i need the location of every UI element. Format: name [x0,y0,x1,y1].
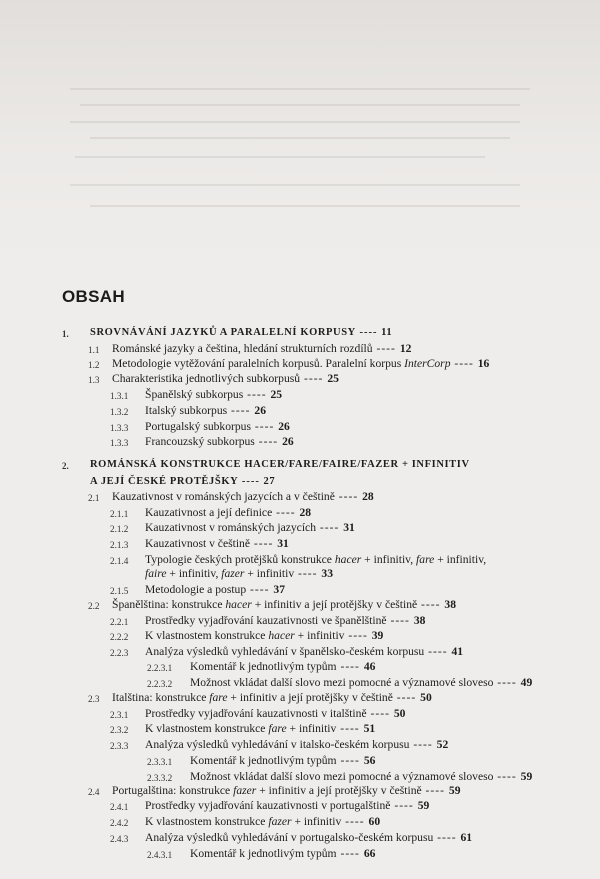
toc-entry-number: 1.3.3 [110,423,129,433]
toc-entry-page: 50 [393,707,406,720]
toc-entry-number: 1.3 [88,375,100,385]
toc-entry-title: Charakteristika jednotlivých subkorpusů ---- 25 [112,372,339,385]
toc-entry-title: Komentář k jednotlivým typům ---- 66 [190,847,376,860]
toc-entry-number: 2.3 [88,694,100,704]
bleed-line [90,137,510,139]
toc-entry-number: 2.1.1 [110,509,129,519]
toc-entry-title: Komentář k jednotlivým typům ---- 56 [190,754,376,767]
toc-entry-page: 37 [273,583,285,596]
toc-entry-page: 49 [520,676,533,689]
toc-entry-number: 2.1.4 [110,556,129,566]
toc-entry-number: 2.1.5 [110,586,129,596]
toc-entry-title: Kauzativnost a její definice ---- 28 [145,506,312,519]
toc-entry-title: Možnost vkládat další slovo mezi pomocné a významové sloveso ---- 49 [190,676,533,689]
toc-entry-number: 2.4.2 [110,818,129,828]
toc-entry-title: K vlastnostem konstrukce hacer + infinitiv ---- 39 [145,629,384,642]
toc-entry-page: 27 [263,476,276,487]
toc-entry-page: 46 [363,660,376,673]
toc-entry-title: Prostředky vyjadřování kauzativnosti v italštině ---- 50 [145,707,406,720]
toc-entry-page: 50 [420,691,432,704]
toc-entry-page: 16 [477,357,490,370]
toc-entry-page: 31 [277,537,289,550]
toc-entry-title: Portugalský subkorpus ---- 26 [145,420,290,433]
toc-entry-page: 51 [363,722,376,735]
toc-entry-number: 2.3.2 [110,725,129,735]
toc-entry-number: 2.2.3 [110,648,129,658]
toc-entry-title: Analýza výsledků vyhledávání v portugalsko-českém korpusu ---- 61 [145,831,473,844]
toc-entry-title: Kauzativnost v románských jazycích a v češtině ---- 28 [112,490,374,503]
toc-entry-title: SROVNÁVÁNÍ JAZYKŮ A PARALELNÍ KORPUSY ---- 11 [90,327,393,338]
bleed-line [70,121,520,123]
page-title: OBSAH [62,287,125,306]
toc-entry-page: 61 [460,831,473,844]
toc-entry-page: 26 [254,404,266,417]
toc-entry-number: 2.3.1 [110,710,129,720]
toc-entry-number: 2.3.3.1 [147,757,173,767]
toc-entry-title: Kauzativnost v češtině ---- 31 [145,537,289,550]
toc-entry-page: 33 [321,567,333,580]
toc-entry-page: 25 [327,372,339,385]
toc-entry-title: Prostředky vyjadřování kauzativnosti ve španělštině ---- 38 [145,614,426,627]
toc-entry-title: Metodologie vytěžování paralelních korpusů. Paralelní korpus InterCorp ---- 16 [112,357,490,370]
toc-entry-page: 66 [363,847,376,860]
bleed-line [70,88,530,90]
toc-entry-number: 2. [62,461,69,471]
toc-entry-number: 2.2.2 [110,632,129,642]
toc-entry-title: Analýza výsledků vyhledávání v španělsko-českém korpusu ---- 41 [145,645,464,658]
toc-entry-page: 11 [381,327,393,338]
toc-entry-number: 2.1 [88,493,100,503]
toc-entry-title: Italský subkorpus ---- 26 [145,404,266,417]
toc-entry-number: 2.1.2 [110,524,129,534]
toc-entry-number: 2.4.3.1 [147,850,173,860]
toc-entry-page: 60 [368,815,381,828]
toc-entry-title: Románské jazyky a čeština, hledání strukturních rozdílů ---- 12 [112,342,412,355]
toc-entry-number: 2.4.1 [110,802,129,812]
toc-entry-title: Portugalština: konstrukce fazer + infinitiv a její protějšky v češtině ---- 59 [112,784,461,797]
toc-entry-page: 59 [448,784,461,797]
toc-entry-title: Možnost vkládat další slovo mezi pomocné a významové sloveso ---- 59 [190,770,533,783]
toc-entry-number: 2.2 [88,601,100,611]
toc-entry-page: 28 [362,490,374,503]
toc-entry-title: Komentář k jednotlivým typům ---- 46 [190,660,376,673]
toc-entry-number: 2.2.3.1 [147,663,173,673]
toc-entry-page: 12 [399,342,412,355]
toc-entry-title: Metodologie a postup ---- 37 [145,583,285,596]
toc-entry-title: K vlastnostem konstrukce fare + infinitiv ---- 51 [145,722,376,735]
toc-entry-number: 2.4.3 [110,834,129,844]
toc-entry-title: Typologie českých protějšků konstrukce hacer + infinitiv, fare + infinitiv, [145,553,487,566]
toc-entry-page: 25 [270,388,283,401]
toc-entry-title: K vlastnostem konstrukce fazer + infinitiv ---- 60 [145,815,381,828]
toc-entry-title: Prostředky vyjadřování kauzativnosti v portugalštině ---- 59 [145,799,430,812]
toc-entry-number: 1.3.3 [110,438,129,448]
toc-entry-number: 1. [62,329,69,339]
bleed-through-shadow [0,0,600,260]
toc-entry-title: Analýza výsledků vyhledávání v italsko-českém korpusu ---- 52 [145,738,449,751]
toc-entry-number: 1.3.2 [110,407,129,417]
toc-entry-number: 2.2.3.2 [147,679,173,689]
toc-entry-title: A JEJÍ ČESKÉ PROTĚJŠKY ---- 27 [90,476,276,487]
toc-entry-page: 38 [444,598,456,611]
toc-entry-title: Španělština: konstrukce hacer + infinitiv a její protějšky v češtině ---- 38 [112,598,456,611]
toc-entry-page: 59 [520,770,533,783]
toc-entry-page: 52 [436,738,449,751]
toc-entry-title: faire + infinitiv, fazer + infinitiv ---- 33 [145,567,333,580]
toc-entry-number: 1.2 [88,360,100,370]
toc-entry-page: 38 [413,614,426,627]
toc-entry-number: 1.1 [88,345,100,355]
toc-entry-number: 2.3.3 [110,741,129,751]
toc-entry-number: 1.3.1 [110,391,129,401]
toc-entry-page: 28 [299,506,312,519]
toc-entry-number: 2.4 [88,787,100,797]
bleed-line [70,184,520,186]
toc-entry-page: 41 [451,645,464,658]
toc-entry-page: 59 [417,799,430,812]
bleed-line [90,205,520,207]
toc-entry-title: ROMÁNSKÁ KONSTRUKCE HACER/FARE/FAIRE/FAZER + INFINITIV [90,459,470,470]
toc-entry-title: Francouzský subkorpus ---- 26 [145,435,294,448]
toc-entry-title: Španělský subkorpus ---- 25 [145,388,283,401]
toc-entry-page: 26 [278,420,290,433]
toc-entry-title: Italština: konstrukce fare + infinitiv a její protějšky v češtině ---- 50 [112,691,432,704]
toc-entry-number: 2.3.3.2 [147,773,173,783]
toc-entry-title: Kauzativnost v románských jazycích ---- 31 [145,521,355,534]
toc-entry-page: 39 [371,629,384,642]
bleed-line [80,104,520,106]
toc-entry-page: 56 [363,754,376,767]
toc-entry-number: 2.1.3 [110,540,129,550]
toc-entry-page: 26 [282,435,294,448]
toc-entry-number: 2.2.1 [110,617,129,627]
bleed-line [75,156,485,158]
toc-entry-page: 31 [343,521,355,534]
